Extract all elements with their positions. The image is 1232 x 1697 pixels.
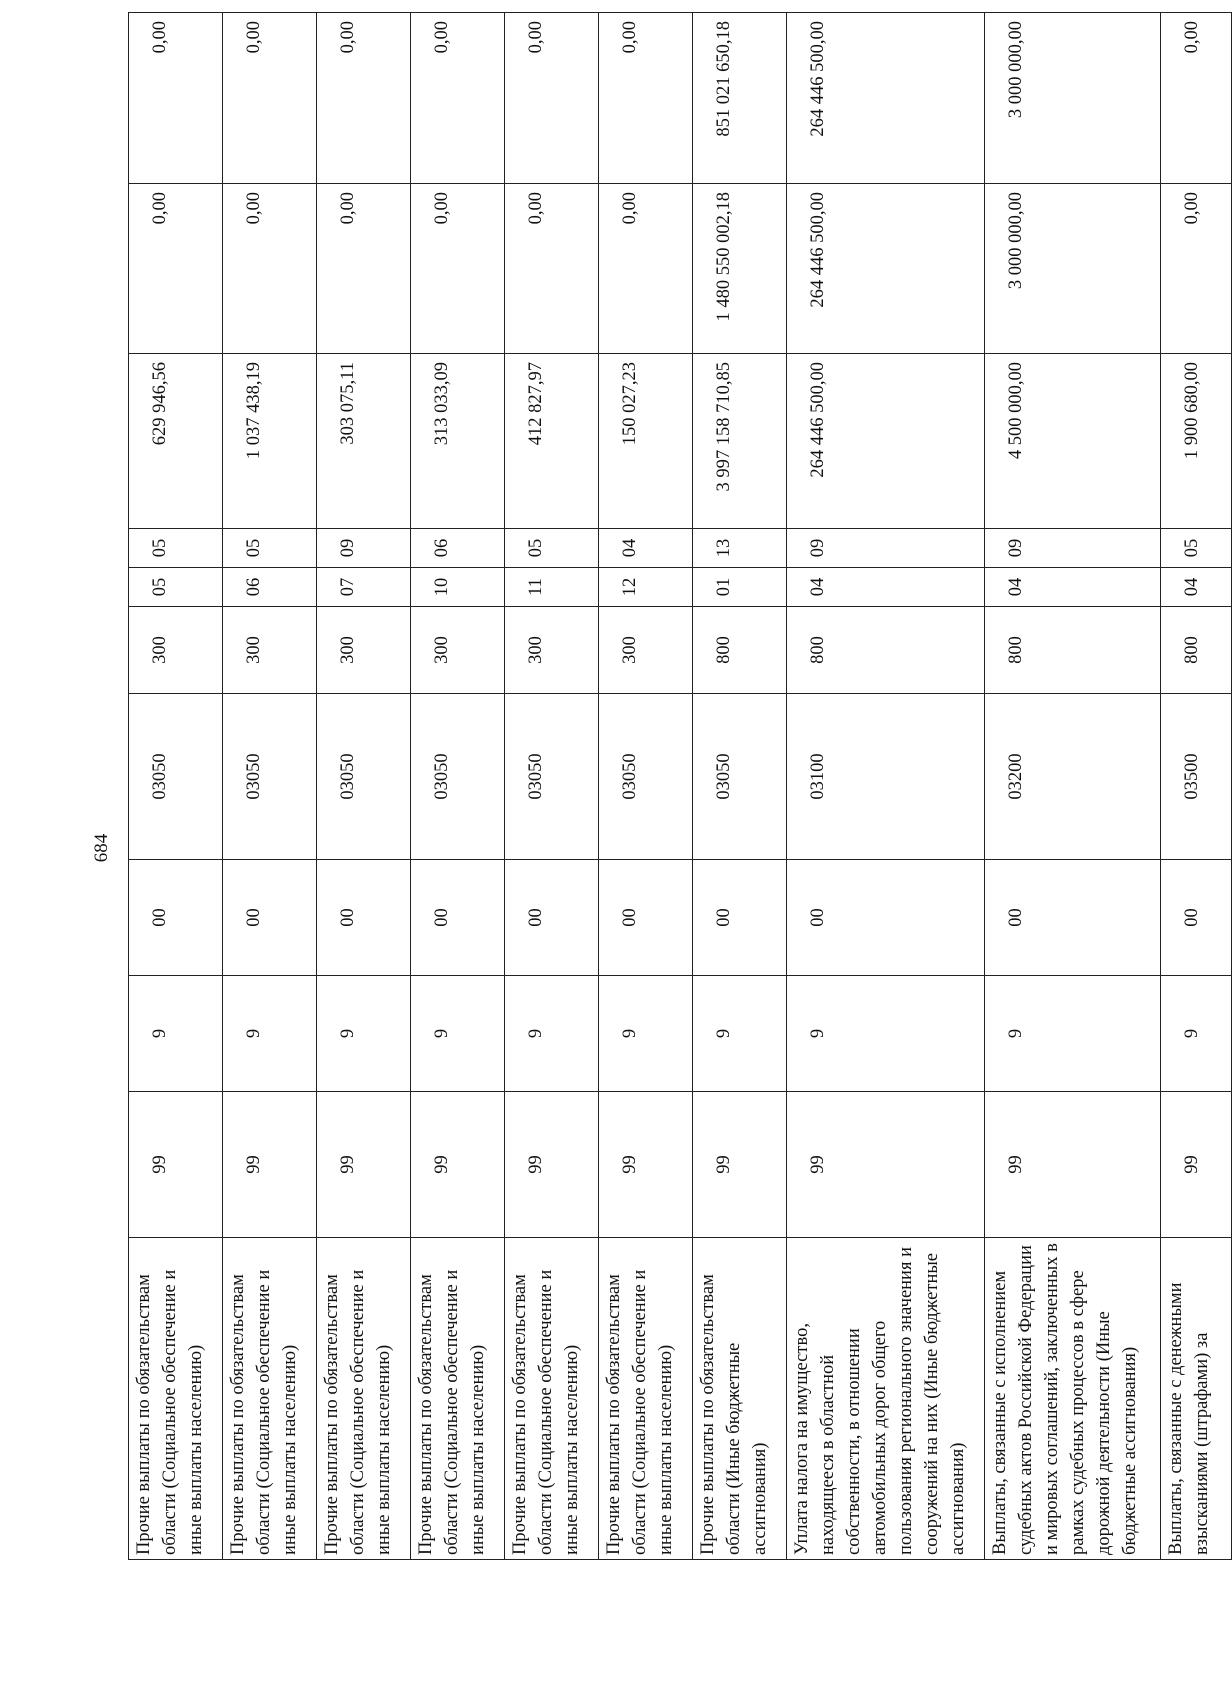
section-code: 06 [223,568,317,607]
amount-year-1: 303 075,11 [317,354,411,529]
event-code: 00 [129,860,223,976]
direction-code: 03050 [411,694,505,860]
event-code: 00 [693,860,787,976]
amount-year-3: 851 021 650,18 [693,13,787,184]
event-code: 00 [411,860,505,976]
amount-year-2: 0,00 [411,184,505,354]
budget-table-container [128,21,1212,1560]
program-code: 99 [985,1092,1161,1238]
section-code: 01 [693,568,787,607]
table-row [693,13,787,1560]
subprogram-code: 9 [985,976,1161,1092]
subsection-code: 05 [129,529,223,568]
amount-year-3: 0,00 [505,13,599,184]
amount-year-3: 0,00 [1161,13,1232,184]
budget-table [128,12,1232,1560]
table-row [1161,13,1232,1560]
direction-code: 03050 [317,694,411,860]
event-code: 00 [505,860,599,976]
direction-code: 03100 [787,694,985,860]
amount-year-3: 0,00 [599,13,693,184]
row-name: Прочие выплаты по обязательствам области (Социальное обеспечение и иные выплаты населению) [129,1238,223,1560]
amount-year-2: 1 480 550 002,18 [693,184,787,354]
program-code: 99 [505,1092,599,1238]
amount-year-1: 264 446 500,00 [787,354,985,529]
subprogram-code: 9 [317,976,411,1092]
event-code: 00 [985,860,1161,976]
amount-year-1: 629 946,56 [129,354,223,529]
amount-year-2: 0,00 [1161,184,1232,354]
amount-year-3: 0,00 [129,13,223,184]
amount-year-2: 0,00 [599,184,693,354]
row-name: Прочие выплаты по обязательствам области (Социальное обеспечение и иные выплаты населению) [599,1238,693,1560]
program-code: 99 [787,1092,985,1238]
direction-code: 03500 [1161,694,1232,860]
section-code: 10 [411,568,505,607]
program-code: 99 [129,1092,223,1238]
direction-code: 03050 [693,694,787,860]
amount-year-3: 0,00 [317,13,411,184]
row-name: Прочие выплаты по обязательствам области (Социальное обеспечение и иные выплаты населению) [223,1238,317,1560]
row-name: Прочие выплаты по обязательствам области (Социальное обеспечение и иные выплаты населению) [317,1238,411,1560]
page-number: 684 [91,833,112,863]
amount-year-2: 3 000 000,00 [985,184,1161,354]
amount-year-2: 0,00 [223,184,317,354]
expense-type-code: 300 [129,607,223,694]
amount-year-1: 4 500 000,00 [985,354,1161,529]
amount-year-1: 1 900 680,00 [1161,354,1232,529]
row-name: Выплаты, связанные с исполнением судебных актов Российской Федерации и мировых соглашений, заключенных в рамках судебных процессов в сфере дорожной деятельности (Иные бюджетные ассигнования) [985,1238,1161,1560]
expense-type-code: 300 [599,607,693,694]
expense-type-code: 300 [223,607,317,694]
subprogram-code: 9 [787,976,985,1092]
subsection-code: 13 [693,529,787,568]
expense-type-code: 300 [411,607,505,694]
section-code: 11 [505,568,599,607]
amount-year-2: 0,00 [505,184,599,354]
section-code: 05 [129,568,223,607]
table-row [223,13,317,1560]
expense-type-code: 300 [505,607,599,694]
subsection-code: 09 [787,529,985,568]
subsection-code: 05 [505,529,599,568]
subsection-code: 06 [411,529,505,568]
direction-code: 03050 [599,694,693,860]
table-row [787,13,985,1560]
row-name: Выплаты, связанные с денежными взысканиями (штрафами) за [1161,1238,1232,1560]
direction-code: 03050 [505,694,599,860]
amount-year-2: 0,00 [317,184,411,354]
expense-type-code: 300 [317,607,411,694]
subsection-code: 04 [599,529,693,568]
subprogram-code: 9 [129,976,223,1092]
section-code: 12 [599,568,693,607]
direction-code: 03050 [129,694,223,860]
amount-year-1: 3 997 158 710,85 [693,354,787,529]
table-row [317,13,411,1560]
subsection-code: 09 [317,529,411,568]
table-row [411,13,505,1560]
amount-year-1: 313 033,09 [411,354,505,529]
amount-year-3: 264 446 500,00 [787,13,985,184]
program-code: 99 [693,1092,787,1238]
program-code: 99 [411,1092,505,1238]
direction-code: 03050 [223,694,317,860]
subprogram-code: 9 [693,976,787,1092]
section-code: 04 [1161,568,1232,607]
direction-code: 03200 [985,694,1161,860]
program-code: 99 [223,1092,317,1238]
row-name: Уплата налога на имущество, находящееся в областной собственности, в отношении автомобильных дорог общего пользования регионального значения и сооружений на них (Иные бюджетные ассигнования) [787,1238,985,1560]
expense-type-code: 800 [1161,607,1232,694]
expense-type-code: 800 [693,607,787,694]
program-code: 99 [599,1092,693,1238]
event-code: 00 [599,860,693,976]
amount-year-3: 0,00 [411,13,505,184]
expense-type-code: 800 [787,607,985,694]
event-code: 00 [1161,860,1232,976]
program-code: 99 [317,1092,411,1238]
table-row [599,13,693,1560]
subsection-code: 05 [223,529,317,568]
amount-year-3: 0,00 [223,13,317,184]
program-code: 99 [1161,1092,1232,1238]
section-code: 04 [787,568,985,607]
section-code: 07 [317,568,411,607]
expense-type-code: 800 [985,607,1161,694]
table-row [505,13,599,1560]
amount-year-3: 3 000 000,00 [985,13,1161,184]
section-code: 04 [985,568,1161,607]
event-code: 00 [223,860,317,976]
row-name: Прочие выплаты по обязательствам области (Социальное обеспечение и иные выплаты населению) [411,1238,505,1560]
subprogram-code: 9 [1161,976,1232,1092]
row-name: Прочие выплаты по обязательствам области (Иные бюджетные ассигнования) [693,1238,787,1560]
amount-year-1: 1 037 438,19 [223,354,317,529]
subprogram-code: 9 [223,976,317,1092]
subprogram-code: 9 [505,976,599,1092]
event-code: 00 [317,860,411,976]
amount-year-1: 412 827,97 [505,354,599,529]
event-code: 00 [787,860,985,976]
subprogram-code: 9 [599,976,693,1092]
table-row [129,13,223,1560]
amount-year-2: 0,00 [129,184,223,354]
row-name: Прочие выплаты по обязательствам области (Социальное обеспечение и иные выплаты населению) [505,1238,599,1560]
amount-year-2: 264 446 500,00 [787,184,985,354]
subsection-code: 05 [1161,529,1232,568]
subsection-code: 09 [985,529,1161,568]
amount-year-1: 150 027,23 [599,354,693,529]
table-row [985,13,1161,1560]
subprogram-code: 9 [411,976,505,1092]
